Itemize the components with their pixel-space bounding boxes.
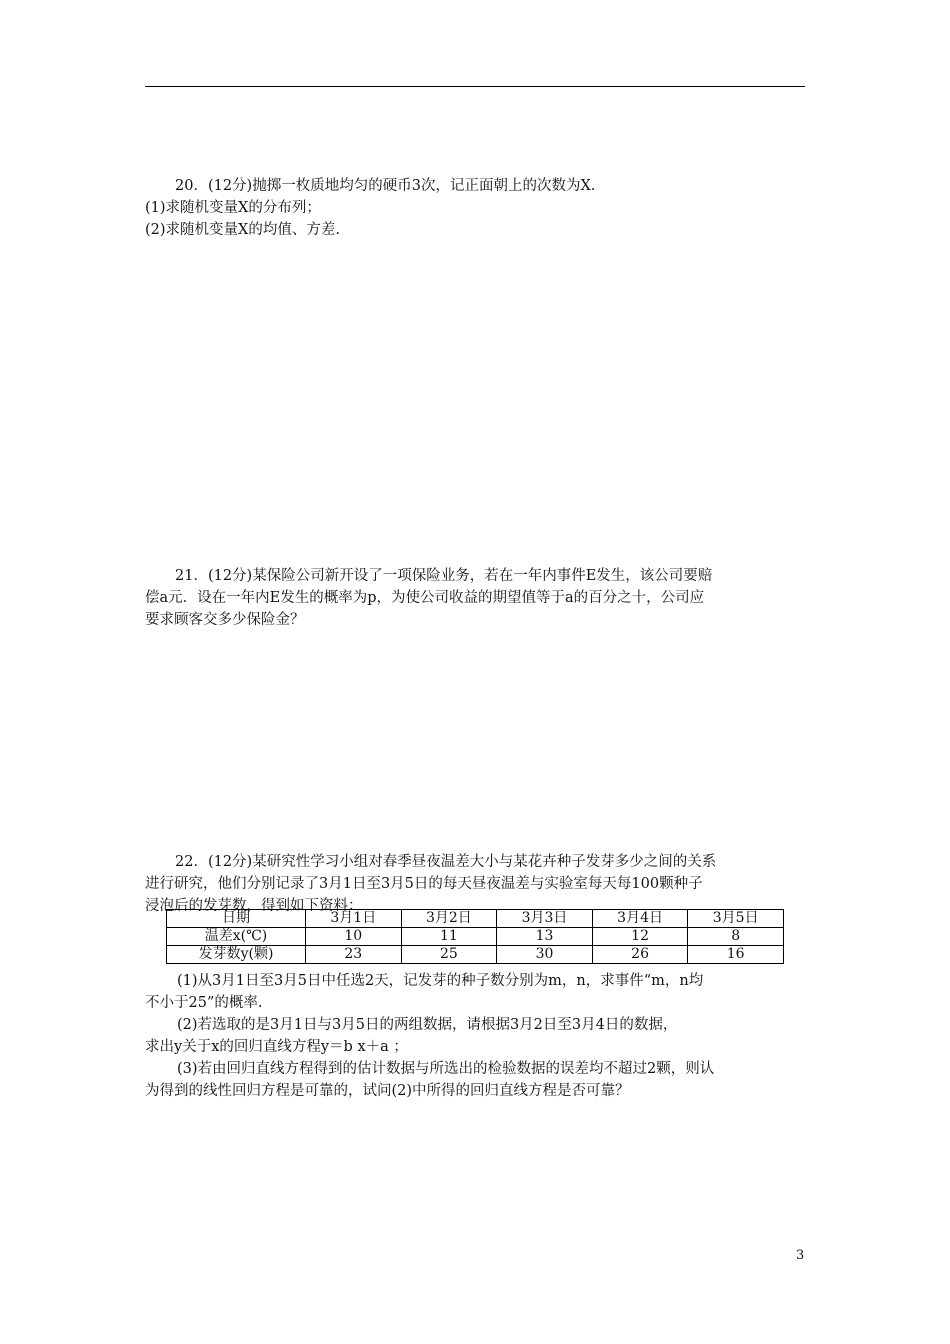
question-21-line-3: 要求顾客交多少保险金？ — [145, 612, 305, 628]
question-22-part-1-cont: 不小于25”的概率. — [145, 995, 263, 1011]
question-21 — [145, 565, 807, 631]
table-row — [167, 946, 784, 964]
question-22-line-2: 进行研究，他们分别记录了3月1日至3月5日的每天昼夜温差与实验室每天每100颗种子 — [145, 876, 703, 892]
table-header-row — [167, 910, 784, 928]
table-cell: 10 — [306, 928, 402, 946]
question-21-line-2: 偿a元．设在一年内E发生的概率为p，为使公司收益的期望值等于a的百分之十，公司应 — [145, 590, 705, 606]
page-number: 3 — [796, 1248, 805, 1263]
table-cell: 日期 — [167, 910, 306, 928]
question-20 — [145, 175, 807, 241]
header-rule — [145, 86, 805, 87]
table-cell: 11 — [401, 928, 497, 946]
question-22 — [145, 851, 807, 917]
table-cell: 12 — [592, 928, 688, 946]
table-cell: 3月5日 — [688, 910, 784, 928]
table-cell: 3月2日 — [401, 910, 497, 928]
question-22-part-3-cont: 为得到的线性回归方程是可靠的，试问(2)中所得的回归直线方程是否可靠？ — [145, 1083, 630, 1099]
question-22-parts — [145, 970, 807, 1102]
table-cell: 温差x(℃) — [167, 928, 306, 946]
table-cell: 8 — [688, 928, 784, 946]
question-20-part-1: (1)求随机变量X的分布列； — [145, 200, 321, 216]
table-cell: 16 — [688, 946, 784, 964]
table-row — [167, 928, 784, 946]
question-20-part-2: (2)求随机变量X的均值、方差. — [145, 222, 340, 238]
data-table — [166, 909, 784, 964]
table-cell: 3月4日 — [592, 910, 688, 928]
question-22-line-3: 浸泡后的发芽数，得到如下资料： — [145, 898, 363, 914]
table-cell: 25 — [401, 946, 497, 964]
question-22-part-2-cont: 求出y关于x的回归直线方程y＝b x＋a ； — [145, 1039, 408, 1055]
table-cell: 26 — [592, 946, 688, 964]
question-20-stem: 20．(12分)抛掷一枚质地均匀的硬币3次，记正面朝上的次数为X. — [175, 178, 596, 194]
table-cell: 3月3日 — [497, 910, 593, 928]
table-cell: 发芽数y(颗) — [167, 946, 306, 964]
table-cell: 3月1日 — [306, 910, 402, 928]
question-22-part-3: (3)若由回归直线方程得到的估计数据与所选出的检验数据的误差均不超过2颗，则认 — [177, 1061, 715, 1077]
question-22-line-1: 22．(12分)某研究性学习小组对春季昼夜温差大小与某花卉种子发芽多少之间的关系 — [175, 854, 717, 870]
question-21-line-1: 21．(12分)某保险公司新开设了一项保险业务，若在一年内事件E发生，该公司要赔 — [175, 568, 713, 584]
table-cell: 30 — [497, 946, 593, 964]
question-22-part-2: (2)若选取的是3月1日与3月5日的两组数据，请根据3月2日至3月4日的数据， — [177, 1017, 678, 1033]
table-cell: 23 — [306, 946, 402, 964]
table-cell: 13 — [497, 928, 593, 946]
question-22-part-1: (1)从3月1日至3月5日中任选2天，记发芽的种子数分别为m，n，求事件“m，n均 — [177, 973, 704, 989]
